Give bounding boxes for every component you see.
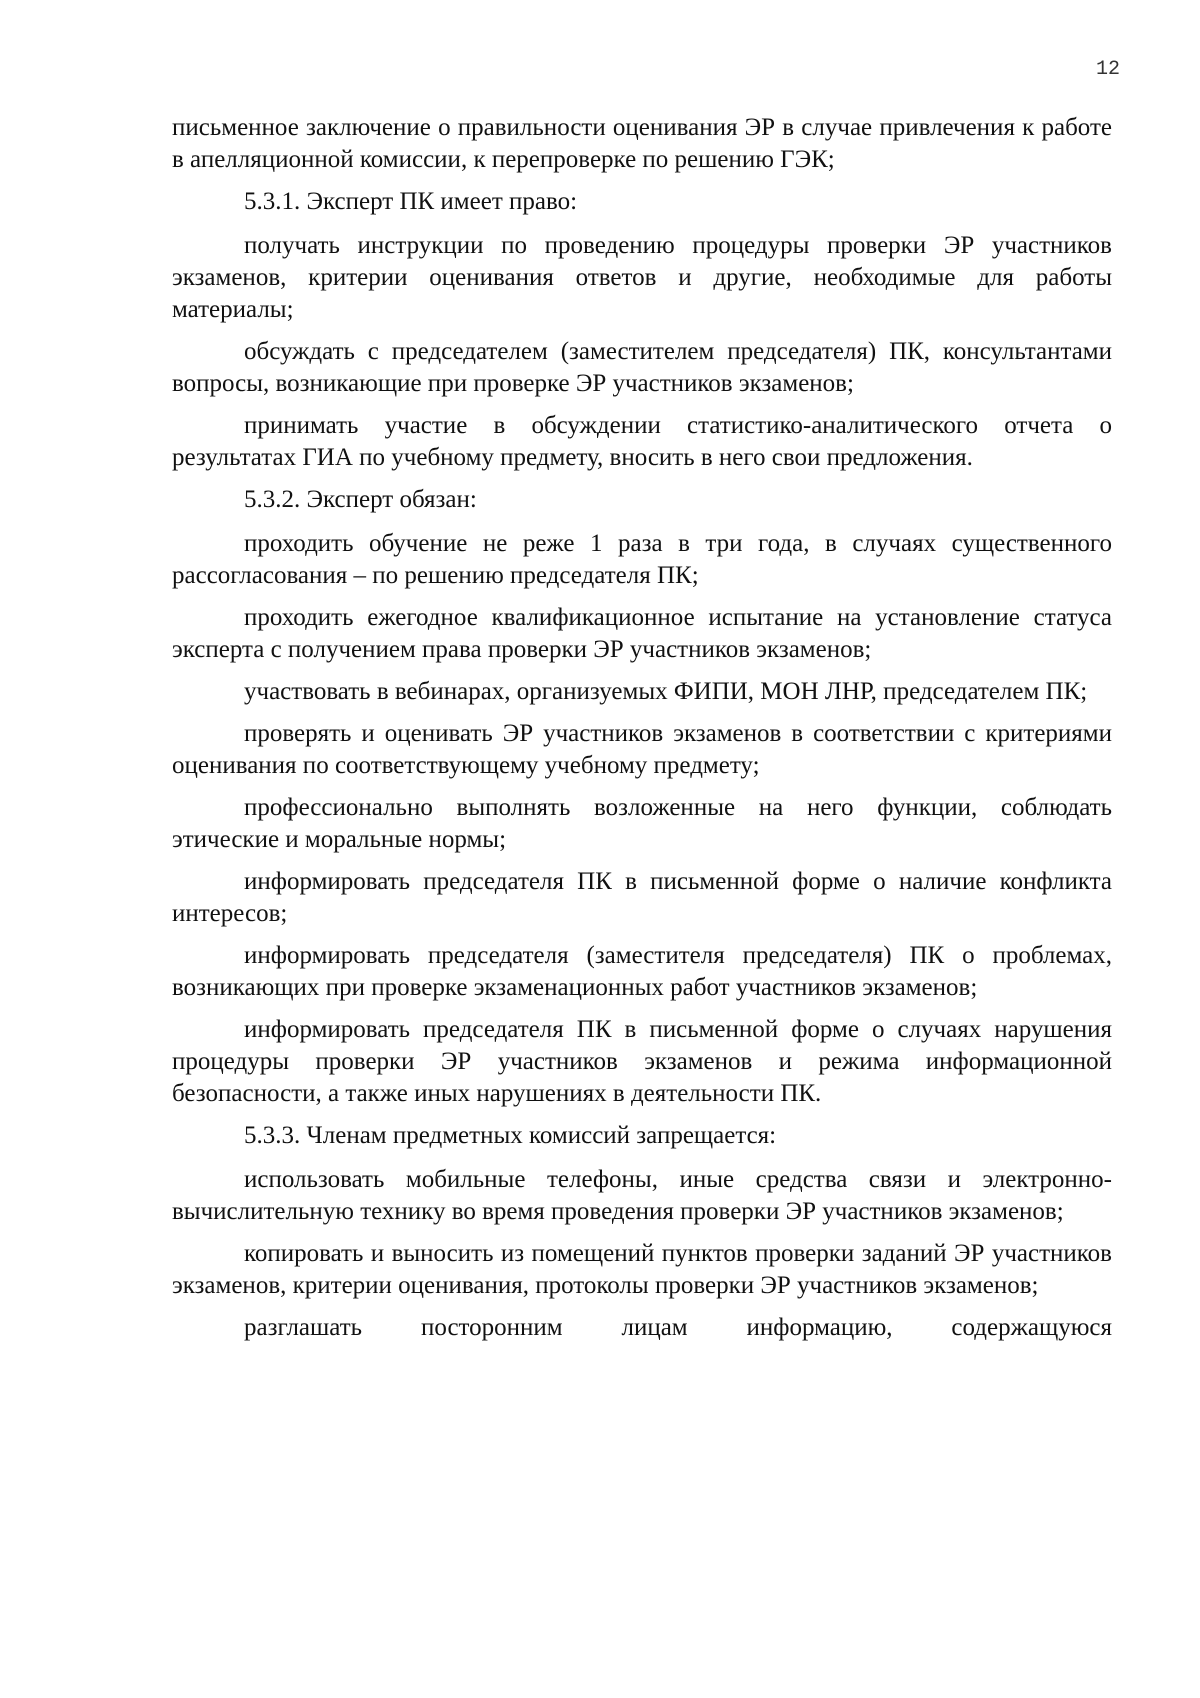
paragraph: информировать председателя ПК в письменной форме о наличие конфликта интересов; (172, 868, 1112, 927)
paragraph-continuation: письменное заключение о правильности оценивания ЭР в случае привлечения к работе в апелляционной комиссии, к перепроверке по решению ГЭК; (172, 114, 1112, 173)
paragraph: проходить обучение не реже 1 раза в три года, в случаях существенного рассогласования – по решению председателя ПК; (172, 530, 1112, 589)
paragraph: профессионально выполнять возложенные на него функции, соблюдать этические и моральные нормы; (172, 794, 1112, 853)
paragraph: информировать председателя (заместителя председателя) ПК о проблемах, возникающих при проверке экзаменационных работ участников экзаменов; (172, 942, 1112, 1001)
paragraph: использовать мобильные телефоны, иные средства связи и электронно-вычислительную технику во время проведения проверки ЭР участников экзаменов; (172, 1166, 1112, 1225)
section-heading-5-3-3: 5.3.3. Членам предметных комиссий запрещается: (244, 1122, 777, 1149)
paragraph-cut-off: разглашать посторонним лицам информацию, содержащуюся (244, 1314, 1112, 1341)
section-heading-5-3-1: 5.3.1. Эксперт ПК имеет право: (244, 188, 578, 215)
paragraph: копировать и выносить из помещений пунктов проверки заданий ЭР участников экзаменов, критерии оценивания, протоколы проверки ЭР участников экзаменов; (172, 1240, 1112, 1299)
paragraph: участвовать в вебинарах, организуемых ФИПИ, МОН ЛНР, председателем ПК; (244, 678, 1088, 705)
paragraph: информировать председателя ПК в письменной форме о случаях нарушения процедуры проверки ЭР участников экзаменов и режима информационной безопасности, а также иных нарушениях в деятельности ПК. (172, 1016, 1112, 1107)
paragraph: принимать участие в обсуждении статистико-аналитического отчета о результатах ГИА по учебному предмету, вносить в него свои предложения. (172, 412, 1112, 471)
page-number: 12 (1095, 58, 1120, 81)
paragraph: получать инструкции по проведению процедуры проверки ЭР участников экзаменов, критерии оценивания ответов и другие, необходимые для работы материалы; (172, 232, 1112, 323)
document-body (172, 112, 1112, 1354)
paragraph: обсуждать с председателем (заместителем председателя) ПК, консультантами вопросы, возникающие при проверке ЭР участников экзаменов; (172, 338, 1112, 397)
paragraph: проверять и оценивать ЭР участников экзаменов в соответствии с критериями оценивания по соответствующему учебному предмету; (172, 720, 1112, 779)
section-heading-5-3-2: 5.3.2. Эксперт обязан: (244, 486, 477, 513)
paragraph: проходить ежегодное квалификационное испытание на установление статуса эксперта с получением права проверки ЭР участников экзаменов; (172, 604, 1112, 663)
